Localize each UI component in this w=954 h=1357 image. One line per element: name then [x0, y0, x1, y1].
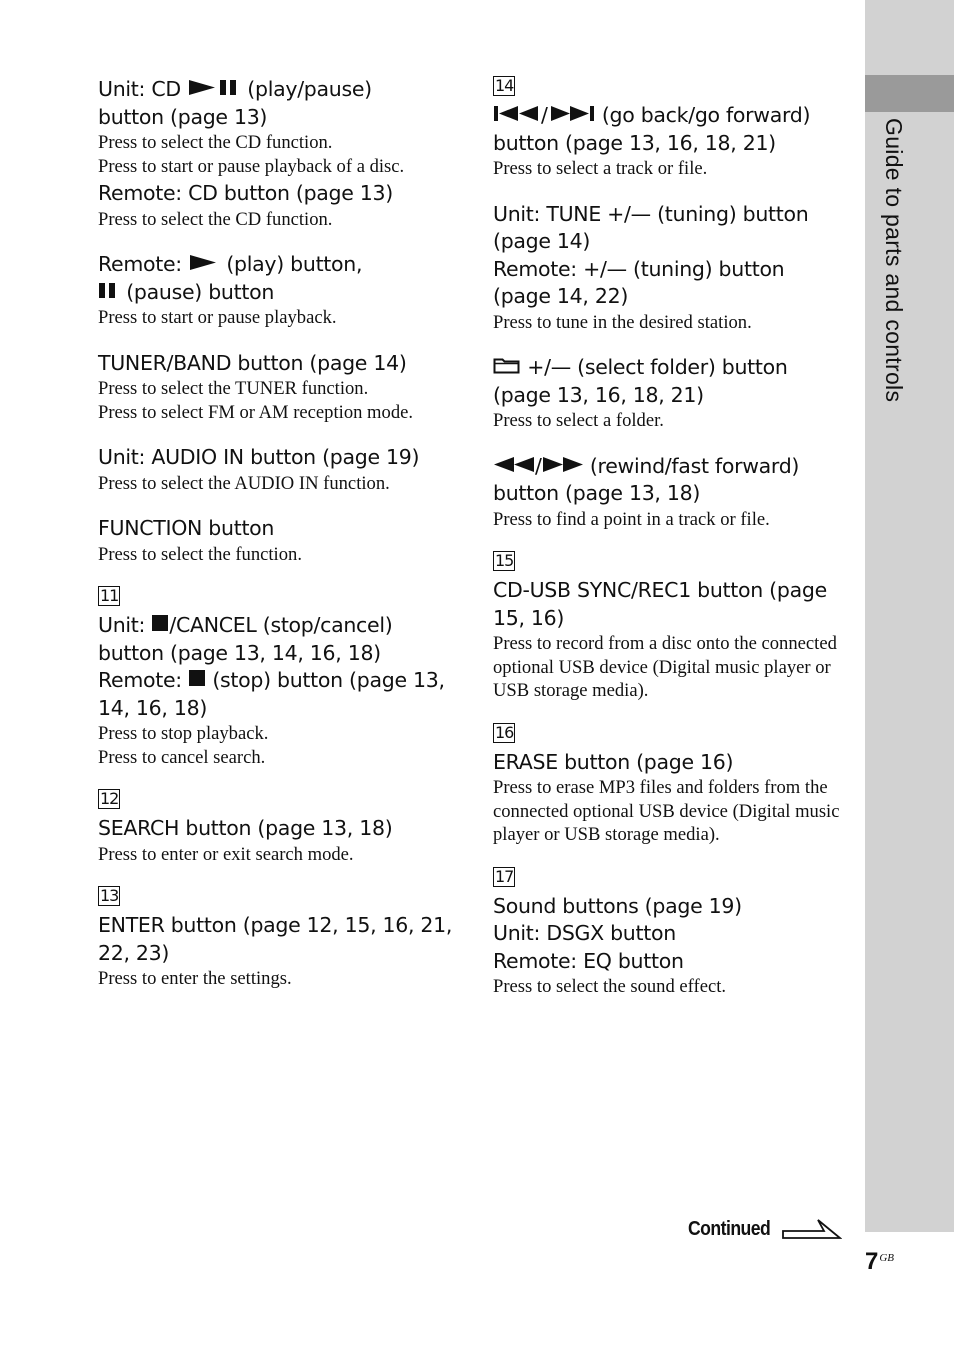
description: Press to select FM or AM reception mode.: [98, 401, 414, 423]
description: Press to enter or exit search mode.: [98, 843, 354, 865]
entry-12: [98, 789, 458, 866]
heading-text: ERASE button (page 16): [493, 749, 734, 774]
rewind-icon: [493, 456, 535, 473]
heading-text: Remote: CD button (page 13): [98, 181, 393, 205]
entry-11: [98, 586, 458, 769]
entry-cd-play-pause: [98, 76, 458, 231]
side-tab-marker: [865, 75, 954, 112]
go-back-icon: [493, 105, 541, 122]
heading-text: button (page 13): [98, 104, 268, 129]
continued-label: Continued: [688, 1218, 771, 1240]
heading-text: Unit: DSGX button: [493, 921, 676, 945]
item-number: 12: [100, 789, 119, 808]
entry-15: [493, 551, 845, 703]
item-number: 14: [495, 76, 514, 95]
description: Press to select a track or file.: [493, 158, 708, 179]
description: Press to select the CD function.: [98, 208, 333, 230]
heading-text: Remote: +/— (tuning) button (page 14, 22): [493, 256, 785, 308]
description: Press to cancel search.: [98, 746, 266, 768]
entry-16: [493, 723, 845, 847]
entry-tune: [493, 201, 845, 335]
folder-icon: [493, 356, 521, 374]
description: Press to stop playback.: [98, 723, 269, 744]
item-number: 13: [100, 886, 119, 905]
heading-text: (rewind/fast forward) button (page 13, 18): [493, 453, 800, 505]
continued-arrow-icon: [782, 1218, 842, 1242]
description: Press to find a point in a track or file.: [493, 508, 770, 530]
entry-function: [98, 515, 458, 566]
heading-text: /CANCEL (stop/cancel) button (page 13, 14, 16, 18): [98, 613, 393, 665]
heading-text: (go back/go forward) button (page 13, 16, 18, 21): [493, 103, 811, 155]
pause-icon: [98, 282, 120, 299]
side-tab: [865, 0, 954, 1232]
entry-13: [98, 886, 458, 991]
heading-text: Unit: TUNE +/— (tuning) button (page 14): [493, 201, 809, 253]
heading-text: +/— (select folder) button (page 13, 16, 18, 21): [493, 355, 788, 407]
description: Press to select the TUNER function.: [98, 378, 369, 399]
go-forward-icon: [548, 105, 596, 122]
description: Press to select the sound effect.: [493, 976, 727, 997]
heading-text: Remote: EQ button: [493, 948, 684, 973]
description: Press to select the function.: [98, 543, 302, 565]
heading-text: Unit: CD: [98, 77, 181, 101]
play-pause-icon: [187, 79, 241, 96]
play-icon: [188, 254, 220, 271]
entry-select-folder: [493, 354, 845, 433]
description: Press to enter the settings.: [98, 968, 292, 989]
description: Press to start or pause playback.: [98, 307, 337, 328]
heading-text: (play) button,: [226, 252, 363, 276]
section-side-label: Guide to parts and controls: [881, 118, 907, 403]
right-column: [493, 76, 845, 1019]
item-number: 16: [495, 722, 514, 742]
page-number: [865, 1248, 893, 1276]
heading-text: Unit: AUDIO IN button (page 19): [98, 445, 420, 469]
item-number: 17: [495, 866, 514, 886]
entry-rewind-forward: / (rewind/fast forward) button (page 13, 18) Press to find a point in a track or file.: [493, 453, 845, 532]
entry-audio-in: [98, 444, 458, 495]
description: Press to erase MP3 files and folders from the connected optional USB device (Digital music player or USB storage media).: [493, 777, 840, 845]
left-column: [98, 76, 458, 1011]
page-suffix: GB: [879, 1252, 895, 1264]
heading-text: FUNCTION button: [98, 516, 275, 540]
entry-14: 14 / (go back/go forward) button (page 13, 16, 18, 21) Press to select a track or file.: [493, 76, 845, 181]
entry-tuner-band: [98, 350, 458, 425]
heading-text: (play/pause): [247, 77, 372, 101]
description: Press to tune in the desired station.: [493, 311, 752, 333]
fast-forward-icon: [542, 456, 584, 473]
description: Press to record from a disc onto the connected optional USB device (Digital music player or USB storage media).: [493, 633, 837, 701]
heading-text: Unit:: [98, 613, 146, 637]
heading-text: SEARCH button (page 13, 18): [98, 816, 393, 840]
stop-icon: [151, 615, 169, 632]
description: Press to select a folder.: [493, 410, 664, 431]
page-number-value: 7: [865, 1248, 879, 1275]
heading-text: TUNER/BAND button (page 14): [98, 350, 407, 375]
heading-text: Sound buttons (page 19): [493, 893, 742, 918]
heading-text: CD-USB SYNC/REC1 button (page 15, 16): [493, 578, 827, 630]
stop-icon: [188, 670, 206, 687]
heading-text: (pause) button: [126, 279, 275, 304]
description: Press to select the CD function.: [98, 132, 333, 153]
heading-text: (stop) button (page 13, 14, 16, 18): [98, 668, 445, 720]
heading-text: ENTER button (page 12, 15, 16, 21, 22, 23): [98, 913, 453, 965]
heading-text: Remote:: [98, 252, 182, 276]
item-number: 11: [100, 586, 119, 605]
entry-17: [493, 867, 845, 999]
heading-text: Remote:: [98, 668, 182, 692]
description: Press to start or pause playback of a disc.: [98, 155, 405, 177]
item-number: 15: [495, 551, 514, 570]
entry-remote-play-pause: [98, 251, 458, 330]
description: Press to select the AUDIO IN function.: [98, 472, 390, 494]
